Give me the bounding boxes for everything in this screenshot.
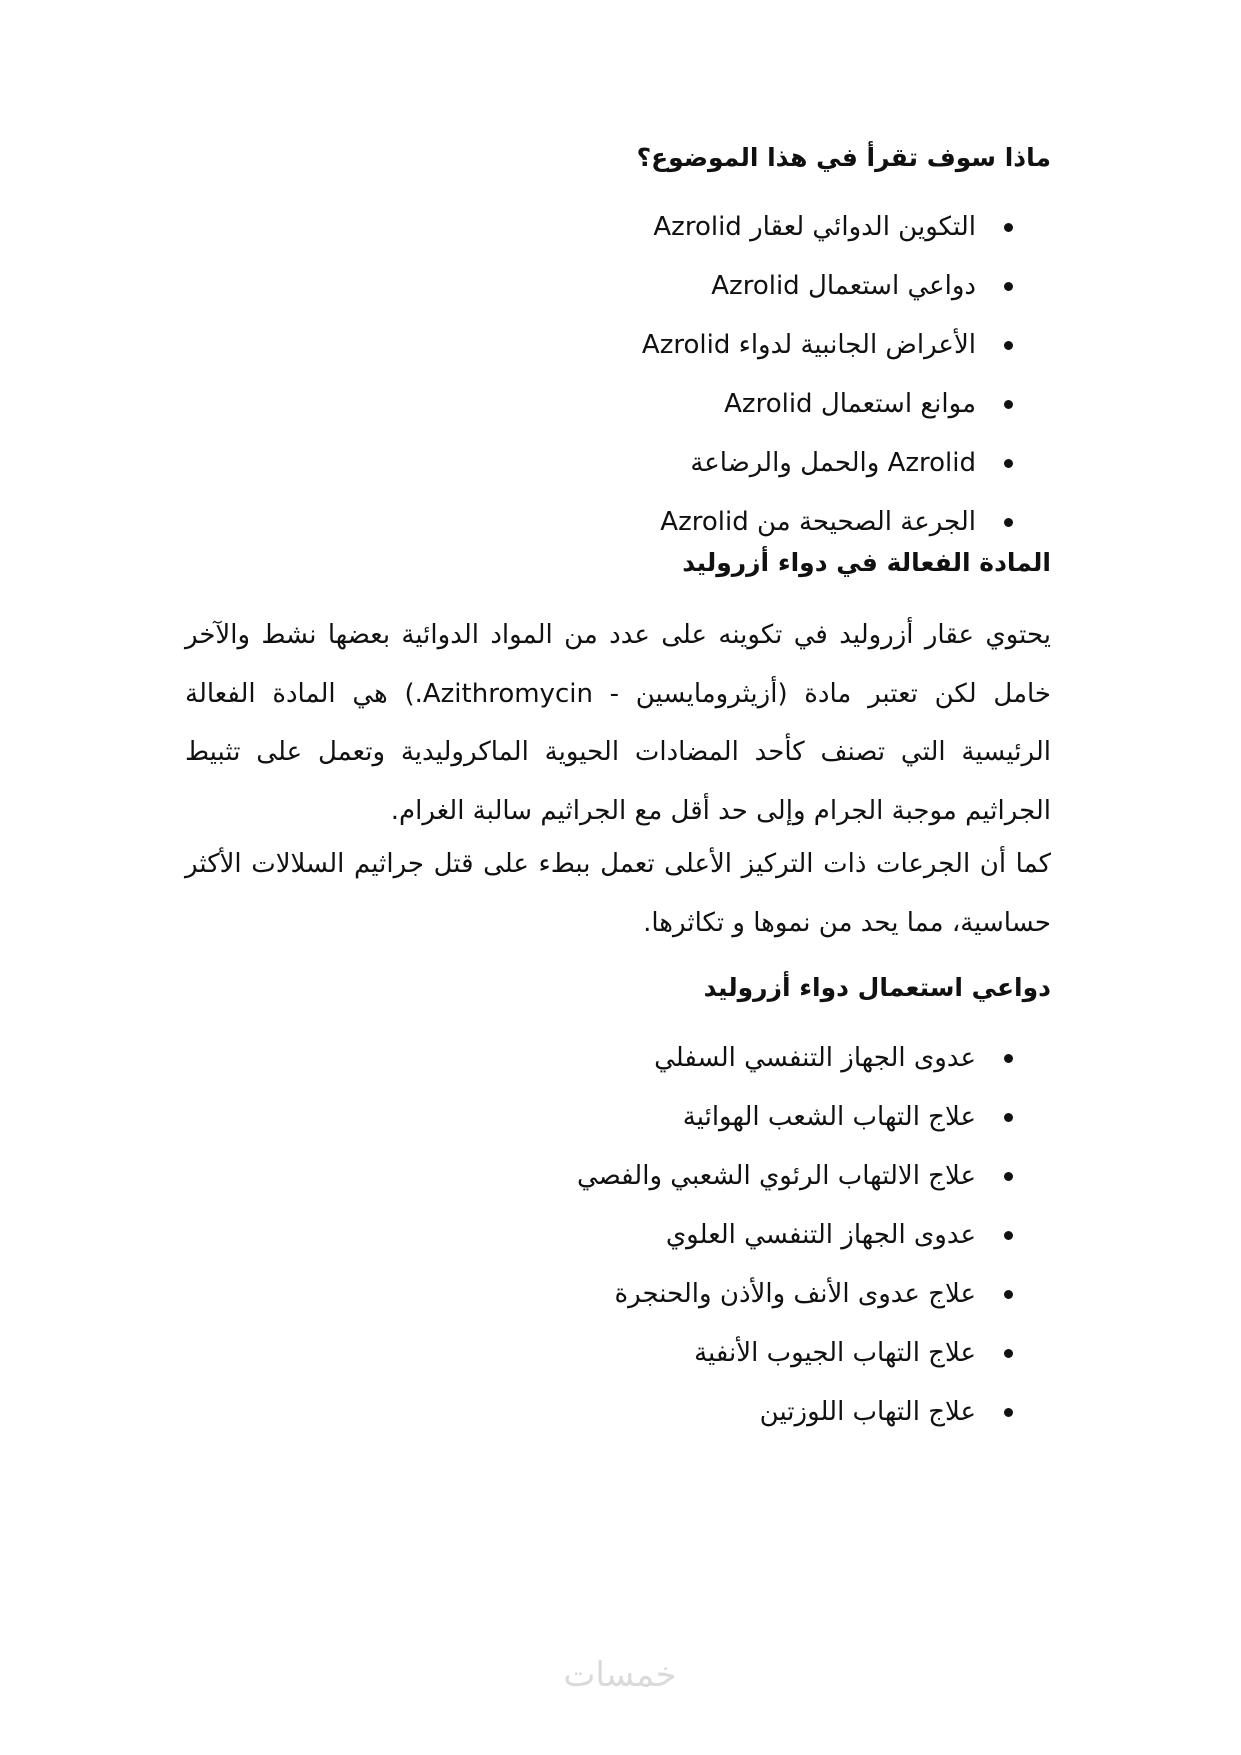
list-item: موانع استعمال Azrolid xyxy=(642,384,1051,443)
list-item: علاج الالتهاب الرئوي الشعبي والفصي xyxy=(577,1156,1051,1215)
watermark-logo: خمسات xyxy=(563,1655,677,1695)
list-item: عدوى الجهاز التنفسي السفلي xyxy=(577,1038,1051,1097)
list-item: التكوين الدوائي لعقار Azrolid xyxy=(642,207,1051,266)
paragraph-active-ingredient: يحتوي عقار أزروليد في تكوينه على عدد من المواد الدوائية بعضها نشط والآخر خامل لكن تعتبر مادة (أزيثرومايسين - Azithromycin.) هي المادة الفعالة الرئيسية التي تصنف كأحد المضادات الحيوية الماكروليدية وتعمل على تثبيط الجراثيم موجبة الجرام وإلى حد أقل مع الجراثيم سالبة الغرام. xyxy=(185,620,1052,826)
list-item: علاج التهاب الشعب الهوائية xyxy=(577,1097,1051,1156)
list-item: الأعراض الجانبية لدواء Azrolid xyxy=(642,325,1051,384)
section-heading-contents: ماذا سوف تقرأ في هذا الموضوع؟ xyxy=(636,143,1051,172)
section-heading-indications: دواعي استعمال دواء أزروليد xyxy=(703,973,1051,1002)
list-item: علاج التهاب الجيوب الأنفية xyxy=(577,1333,1051,1392)
list-item: الجرعة الصحيحة من Azrolid xyxy=(642,502,1051,561)
contents-list xyxy=(642,207,1051,561)
list-item: علاج التهاب اللوزتين xyxy=(577,1392,1051,1451)
list-item: Azrolid والحمل والرضاعة xyxy=(642,443,1051,502)
indications-list xyxy=(577,1038,1051,1451)
list-item: دواعي استعمال Azrolid xyxy=(642,266,1051,325)
paragraph-dosage-effect: كما أن الجرعات ذات التركيز الأعلى تعمل ببطء على قتل جراثيم السلالات الأكثر حساسية، مما يحد من نموها و تكاثرها. xyxy=(185,849,1051,938)
list-item: علاج عدوى الأنف والأذن والحنجرة xyxy=(577,1274,1051,1333)
section-heading-active-ingredient: المادة الفعالة في دواء أزروليد xyxy=(682,548,1051,577)
list-item: عدوى الجهاز التنفسي العلوي xyxy=(577,1215,1051,1274)
